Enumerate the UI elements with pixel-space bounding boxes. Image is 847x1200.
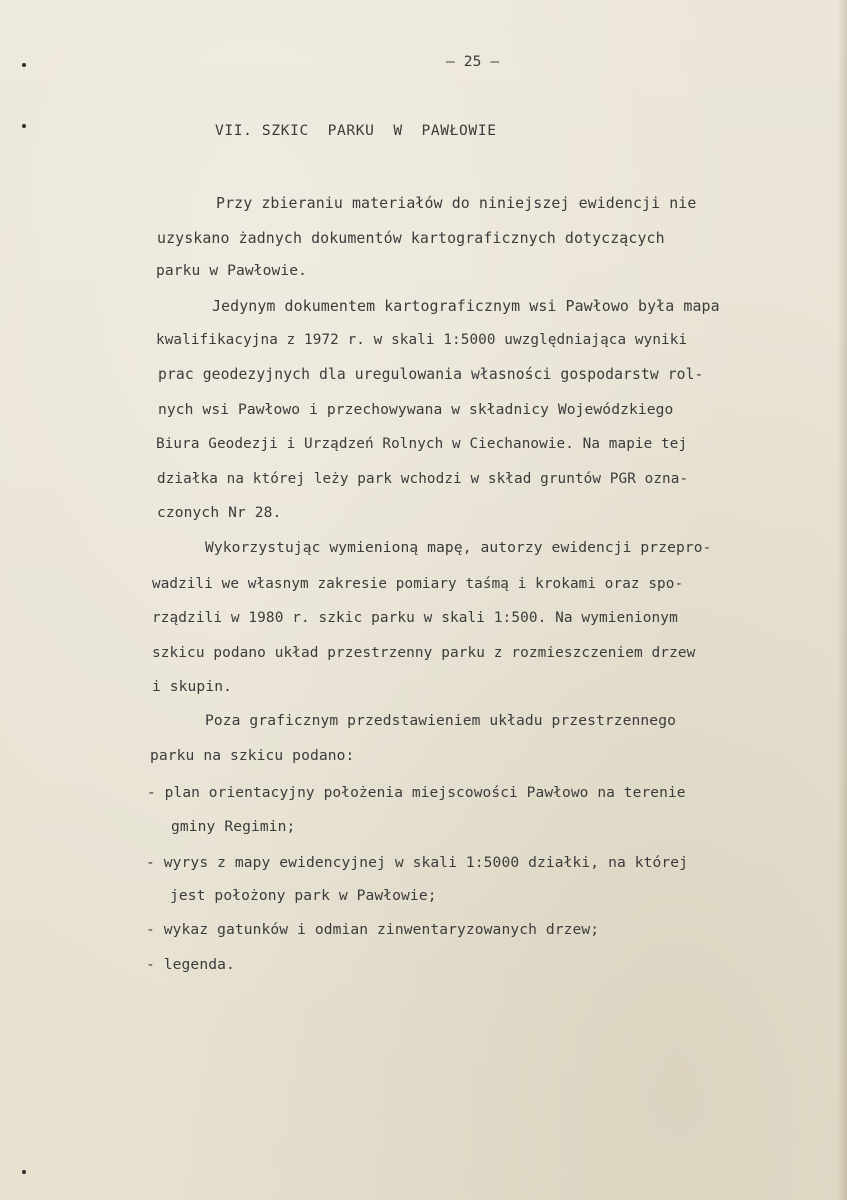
list-item-continuation: gminy Regimin; [171,818,296,835]
list-item: - plan orientacyjny położenia miejscowości Pawłowo na terenie [147,785,686,801]
text-line: szkicu podano układ przestrzenny parku z rozmieszczeniem drzew [152,645,696,661]
text-line: parku w Pawłowie. [156,262,308,279]
text-line: Jedynym dokumentem kartograficznym wsi Pawłowo była mapa [212,297,720,315]
list-item: - legenda. [146,956,235,973]
list-item-continuation: jest położony park w Pawłowie; [170,887,437,904]
list-item: - wyrys z mapy ewidencyjnej w skali 1:5000 działki, na której [146,854,689,871]
text-line: rządzili w 1980 r. szkic parku w skali 1:500. Na wymienionym [152,610,678,626]
section-heading: VII. SZKIC PARKU W PAWŁOWIE [215,122,497,139]
text-line: Przy zbieraniu materiałów do niniejszej ewidencji nie [216,194,697,212]
text-line: działka na której leży park wchodzi w skład gruntów PGR ozna- [157,471,689,487]
text-line: czonych Nr 28. [157,504,282,521]
text-line: kwalifikacyjna z 1972 r. w skali 1:5000 uwzględniająca wyniki [156,332,688,348]
text-line: i skupin. [152,678,232,695]
text-line: wadzili we własnym zakresie pomiary taśmą i krokami oraz spo- [152,576,684,592]
binder-hole-mark [22,63,26,67]
binder-hole-mark [22,124,26,128]
binder-hole-mark [22,1170,26,1174]
text-line: parku na szkicu podano: [150,747,355,764]
text-line: prac geodezyjnych dla uregulowania własności gospodarstw rol- [158,366,704,383]
list-item: - wykaz gatunków i odmian zinwentaryzowanych drzew; [146,921,600,938]
text-line: Wykorzystując wymienioną mapę, autorzy ewidencji przepro- [205,539,712,556]
page-number: – 25 – [446,53,500,70]
text-line: nych wsi Pawłowo i przechowywana w składnicy Wojewódzkiego [158,401,674,418]
text-line: Poza graficznym przedstawieniem układu przestrzennego [205,712,676,729]
text-line: Biura Geodezji i Urządzeń Rolnych w Ciechanowie. Na mapie tej [156,436,688,452]
text-line: uzyskano żadnych dokumentów kartograficznych dotyczących [157,229,665,247]
